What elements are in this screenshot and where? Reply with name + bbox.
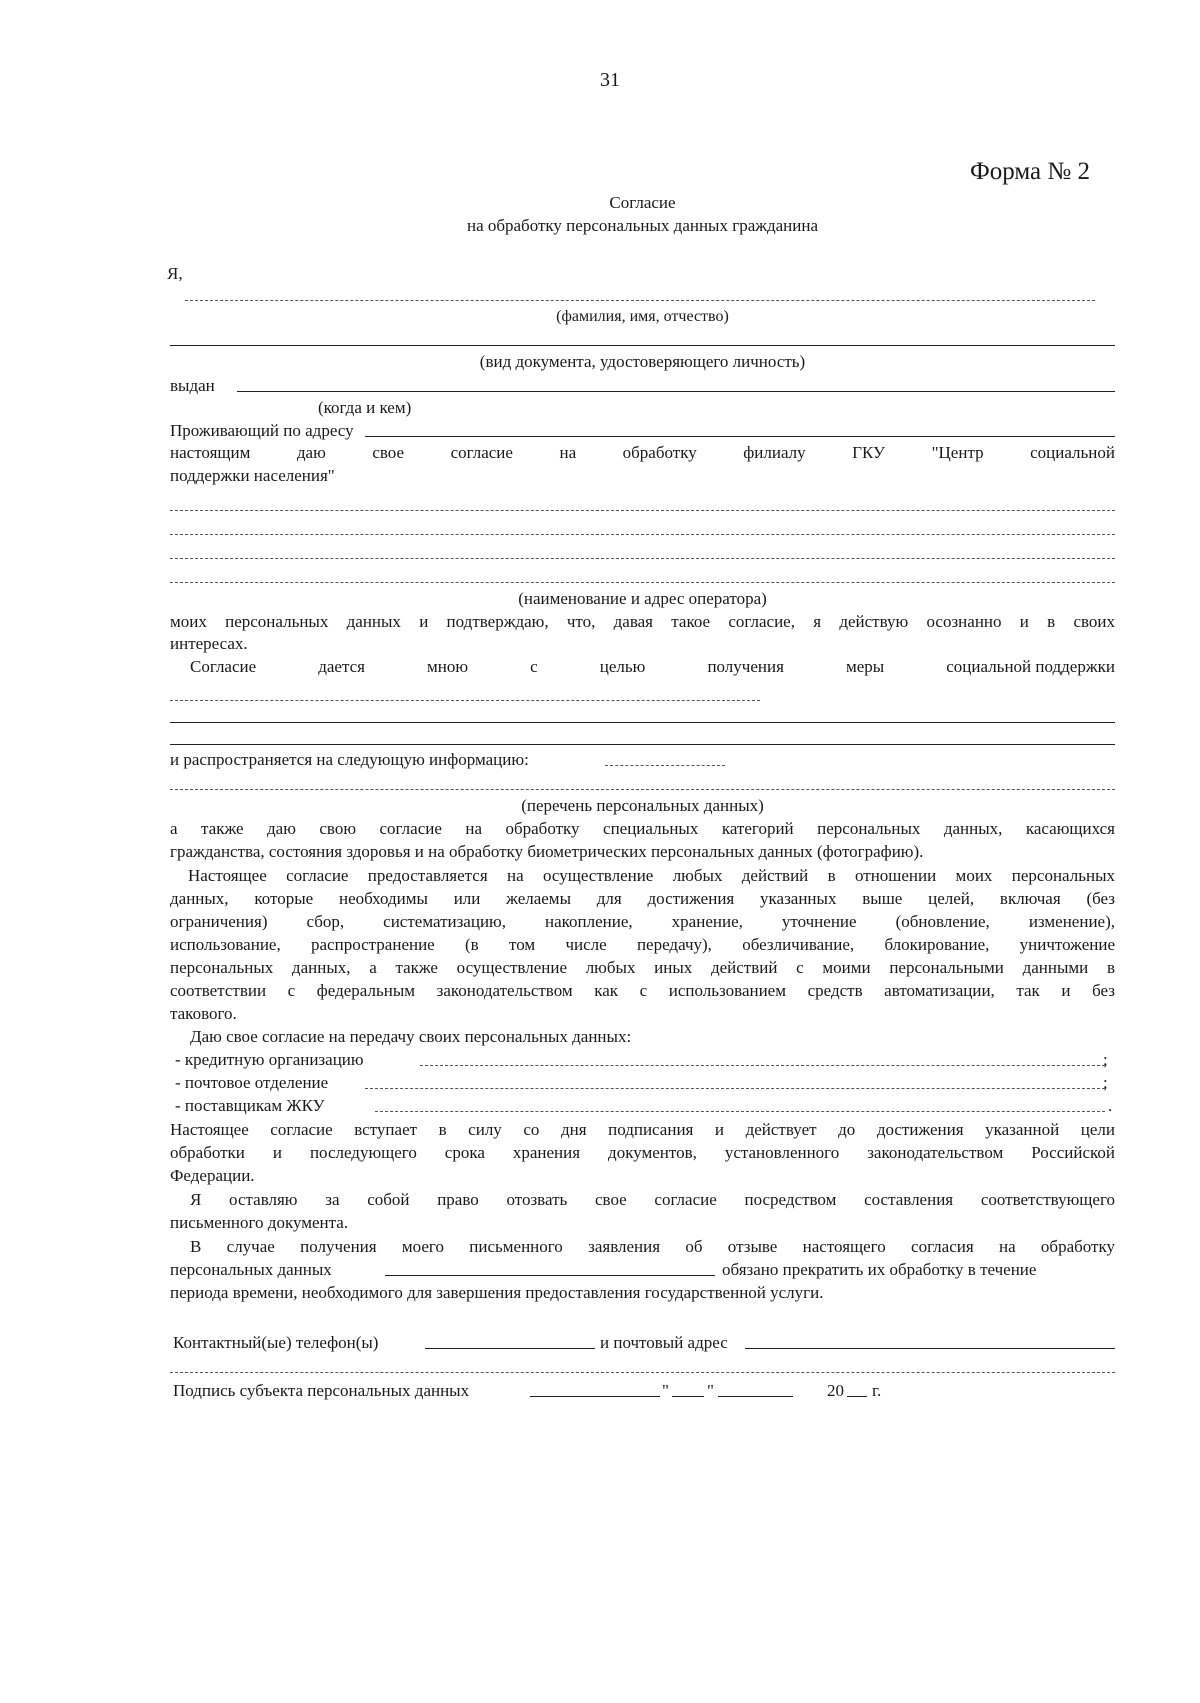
- vydan-caption: (когда и кем): [318, 398, 412, 417]
- zhku-field[interactable]: [375, 1111, 1105, 1112]
- consent-word: ГКУ: [852, 443, 886, 462]
- consent-word: свое: [372, 443, 405, 462]
- fio-field[interactable]: [185, 300, 1095, 301]
- bank-field[interactable]: [420, 1065, 1105, 1066]
- contacts-label: Контактный(ые) телефон(ы): [173, 1333, 379, 1352]
- operator-field-2[interactable]: [170, 534, 1115, 535]
- p1-line-4: использование, распространение (в том числе передачу), обезличивание, блокирование, уничтожение: [170, 935, 1115, 954]
- page-number: 31: [600, 69, 620, 91]
- purpose-field-1[interactable]: [170, 700, 760, 701]
- form-number: Форма № 2: [970, 158, 1090, 185]
- p1-line-2: данных, которые необходимы или желаемы для достижения указанных выше целей, включая (без: [170, 889, 1115, 908]
- document-caption: (вид документа, удостоверяющего личность): [479, 352, 806, 371]
- operator-field-4[interactable]: [170, 582, 1115, 583]
- address-field[interactable]: [365, 436, 1115, 437]
- p1-line-6: соответствии с федеральным законодательством как с использованием средств автоматизации, так и без: [170, 981, 1115, 1000]
- p4-field[interactable]: [385, 1275, 715, 1276]
- p4-line-3: периода времени, необходимого для завершения предоставления государственной услуги.: [170, 1283, 824, 1302]
- mail-label: и почтовый адрес: [600, 1333, 728, 1352]
- date-quote-close: ": [707, 1381, 714, 1400]
- consent-word: "Центр: [931, 443, 984, 462]
- scope-field[interactable]: [605, 765, 725, 766]
- consent-word: социальной: [1030, 443, 1115, 462]
- purpose-word: мною: [427, 657, 469, 676]
- purpose-word: дается: [318, 657, 365, 676]
- p2-line-3: Федерации.: [170, 1166, 255, 1185]
- post-semicolon: ;: [1103, 1073, 1108, 1092]
- consent-word: даю: [296, 443, 326, 462]
- consent-word: филиалу: [743, 443, 806, 462]
- purpose-word: социальной поддержки: [946, 657, 1115, 676]
- p3-line-2: письменного документа.: [170, 1213, 349, 1232]
- year-prefix: 20: [827, 1381, 844, 1400]
- operator-field-3[interactable]: [170, 558, 1115, 559]
- operator-caption: (наименование и адрес оператора): [518, 589, 767, 608]
- mail-field[interactable]: [745, 1348, 1115, 1349]
- post-field[interactable]: [365, 1088, 1105, 1089]
- p3-line-1: Я оставляю за собой право отозвать свое согласие посредством составления соответствующего: [190, 1190, 1115, 1209]
- purpose-field-2[interactable]: [170, 722, 1115, 723]
- bank-semicolon: ;: [1103, 1050, 1108, 1069]
- day-field[interactable]: [672, 1396, 704, 1397]
- purpose-word: меры: [845, 657, 885, 676]
- p1-line-1: Настоящее согласие предоставляется на осуществление любых действий в отношении моих персональных: [188, 866, 1115, 885]
- p4-line-1: В случае получения моего письменного заявления об отзыве настоящего согласия на обработку: [190, 1237, 1115, 1256]
- signature-label: Подпись субъекта персональных данных: [173, 1381, 470, 1400]
- document-subtitle: на обработку персональных данных гражданина: [466, 216, 819, 235]
- scope-label: и распространяется на следующую информацию:: [170, 750, 529, 769]
- date-quote-open: ": [662, 1381, 669, 1400]
- signature-field[interactable]: [530, 1396, 660, 1397]
- vydan-label: выдан: [170, 376, 215, 395]
- purpose-word: получения: [707, 657, 784, 676]
- p1-line-3: ограничения) сбор, систематизацию, накопление, хранение, уточнение (обновление, изменение),: [170, 912, 1115, 931]
- vydan-field[interactable]: [237, 391, 1115, 392]
- zhku-label: - поставщикам ЖКУ: [175, 1096, 325, 1115]
- p4-line-2a: персональных данных: [170, 1260, 332, 1279]
- consent-word: согласие: [450, 443, 513, 462]
- p2-line-2: обработки и последующего срока хранения документов, установленного законодательством Российской: [170, 1143, 1115, 1162]
- special-line-2: гражданства, состояния здоровья и на обработку биометрических персональных данных (фотографию).: [170, 842, 924, 861]
- ya-label: Я,: [167, 264, 183, 283]
- consent-word: на: [559, 443, 577, 462]
- consent-word: настоящим: [170, 443, 251, 462]
- post-label: - почтовое отделение: [175, 1073, 329, 1092]
- purpose-word: с: [530, 657, 538, 676]
- purpose-word: Согласие: [190, 657, 257, 676]
- year-suffix: г.: [872, 1381, 882, 1400]
- purpose-word: целью: [599, 657, 646, 676]
- p1-line-7: такового.: [170, 1004, 237, 1023]
- p4-line-2b: обязано прекратить их обработку в течение: [722, 1260, 1037, 1279]
- document-title: Согласие: [609, 193, 676, 212]
- address-label: Проживающий по адресу: [170, 421, 354, 440]
- consent-continuation: поддержки населения": [170, 466, 335, 485]
- purpose-field-3[interactable]: [170, 744, 1115, 745]
- contacts-field-2[interactable]: [170, 1372, 1115, 1373]
- document-field[interactable]: [170, 345, 1115, 346]
- operator-field-1[interactable]: [170, 510, 1115, 511]
- special-line-1: а также даю свою согласие на обработку специальных категорий персональных данных, касающихся: [170, 819, 1115, 838]
- purpose-line: [190, 657, 1115, 677]
- fio-caption: (фамилия, имя, отчество): [556, 308, 729, 325]
- consent-word: обработку: [622, 443, 697, 462]
- scope-list-field[interactable]: [170, 789, 1115, 790]
- list-caption: (перечень персональных данных): [521, 796, 764, 815]
- phone-field[interactable]: [425, 1348, 595, 1349]
- p1-line-5: персональных данных, а также осуществление любых иных действий с моими персональными данными в: [170, 958, 1115, 977]
- zhku-dot: .: [1108, 1096, 1113, 1115]
- bank-label: - кредитную организацию: [175, 1050, 364, 1069]
- p2-line-1: Настоящее согласие вступает в силу со дня подписания и действует до достижения указанной цели: [170, 1120, 1115, 1139]
- personal-data-line-2: интересах.: [170, 634, 248, 653]
- month-field[interactable]: [718, 1396, 793, 1397]
- transfer-label: Даю свое согласие на передачу своих персональных данных:: [190, 1027, 632, 1046]
- consent-line: [170, 443, 1115, 463]
- year-field[interactable]: [847, 1396, 867, 1397]
- personal-data-line-1: моих персональных данных и подтверждаю, что, давая такое согласие, я действую осознанно и в своих: [170, 612, 1115, 631]
